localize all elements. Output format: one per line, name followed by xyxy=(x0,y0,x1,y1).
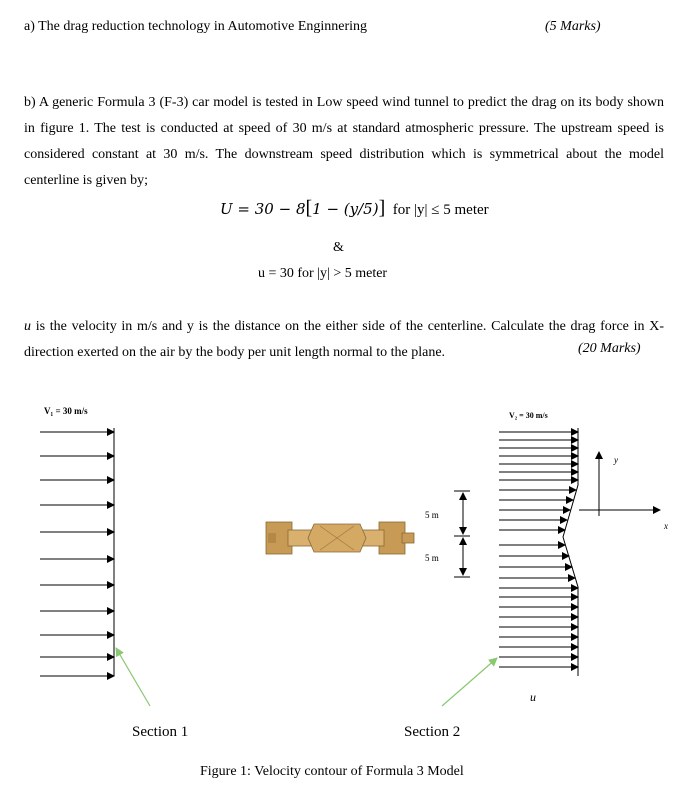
paragraph-2-text: is the velocity in m/s and y is the distance on the either side of the centerline. Calculate the drag force in X-direction exerted on the air by the body per unit length normal to the plane. xyxy=(24,319,664,360)
question-b-paragraph-2 xyxy=(24,314,664,366)
ampersand: & xyxy=(333,240,344,255)
v1-label: V₁ = 30 m/s xyxy=(44,406,88,416)
downstream-profile xyxy=(563,428,578,676)
section2-pointer xyxy=(442,658,497,706)
dimension-lines xyxy=(454,491,470,577)
equation-inner: 1 − (y/5) xyxy=(312,200,379,218)
upstream-arrows xyxy=(40,432,114,676)
equation-outer-velocity: u = 30 for |y| > 5 meter xyxy=(258,266,388,281)
marks-b: (20 Marks) xyxy=(578,341,641,356)
equation-downstream-velocity: U = 30 − 8[1 − (y/5)] for |y| ≤ 5 meter xyxy=(220,197,489,219)
dim-upper-label: 5 m xyxy=(425,510,439,520)
section1-pointer xyxy=(116,648,150,706)
u-label: u xyxy=(530,690,536,704)
question-b-paragraph: b) A generic Formula 3 (F-3) car model is tested in Low speed wind tunnel to predict the drag on its body shown in figure 1. The test is conducted at speed of 30 m/s at standard atmospheric pressure. The upstream speed is considered constant at 30 m/s. The downstream speed distribution which is symmetrical about the model centerline is given by; xyxy=(24,95,664,188)
velocity-variable: u xyxy=(24,319,31,334)
dim-lower-label: 5 m xyxy=(425,553,439,563)
formula3-car-model xyxy=(266,522,414,554)
velocity-figure xyxy=(0,395,693,755)
figure-caption: Figure 1: Velocity contour of Formula 3 Model xyxy=(200,764,464,779)
coordinate-axes xyxy=(579,452,660,516)
axis-y-label: y xyxy=(614,455,618,465)
question-a: a) The drag reduction technology in Automotive Enginnering xyxy=(24,19,368,34)
section1-label: Section 1 xyxy=(132,724,189,740)
v2-label: V₂ = 30 m/s xyxy=(509,411,548,420)
marks-a: (5 Marks) xyxy=(545,19,601,34)
downstream-arrows xyxy=(499,432,578,667)
equation-lhs: U = 30 − 8 xyxy=(220,200,306,218)
equation-condition: for |y| ≤ 5 meter xyxy=(392,202,489,218)
axis-x-label: x xyxy=(664,521,668,531)
section2-label: Section 2 xyxy=(404,724,461,740)
